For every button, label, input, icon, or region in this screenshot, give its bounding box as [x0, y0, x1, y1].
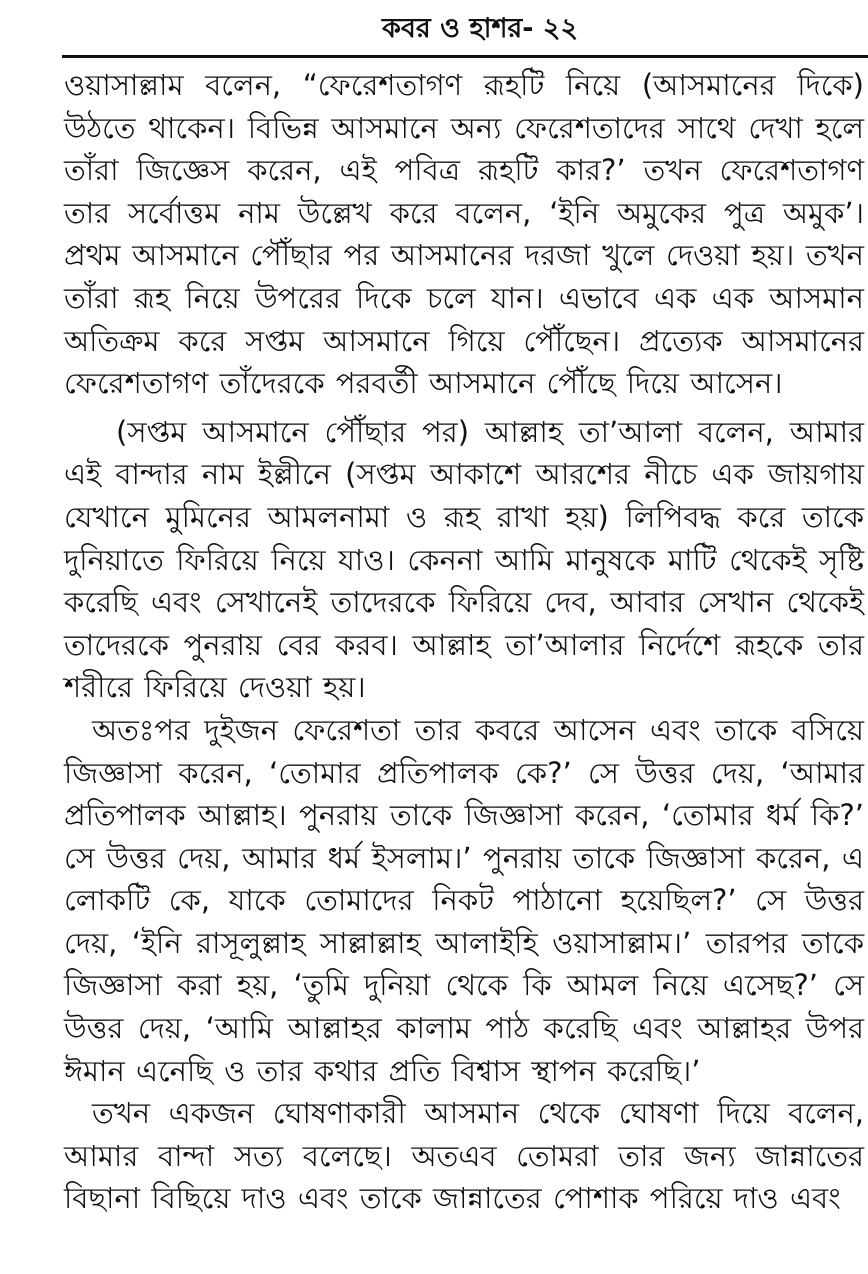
paragraph-announcement: তখন একজন ঘোষণাকারী আসমান থেকে ঘোষণা দিয়ে বলেন, আমার বান্দা সত্য বলেছে। অতএব তোমরা তার জন্য জান্নাতের বিছানা বিছিয়ে দাও এবং তাকে জান্নাতের পোশাক পরিয়ে দাও এবং [64, 1096, 864, 1216]
header-divider [62, 55, 868, 58]
paragraph-grave-questions: অতঃপর দুইজন ফেরেশতা তার কবরে আসেন এবং তাকে বসিয়ে জিজ্ঞাসা করেন, ‘তোমার প্রতিপালক কে?’ সে উত্তর দেয়, ‘আমার প্রতিপালক আল্লাহ। পুনরায় তাকে জিজ্ঞাসা করেন, ‘তোমার ধর্ম কি?’ সে উত্তর দেয়, আমার ধর্ম ইসলাম।’ পুনরায় তাকে জিজ্ঞাসা করেন, এ লোকটি কে, যাকে তোমাদের নিকট পাঠানো হয়েছিল?’ সে উত্তর দেয়, ‘ইনি রাসূলুল্লাহ সাল্লাল্লাহ আলাইহি ওয়াসাল্লাম।’ তারপর তাকে জিজ্ঞাসা করা হয়, ‘তুমি দুনিয়া থেকে কি আমল নিয়ে এসেছ?’ সে উত্তর দেয়, ‘আমি আল্লাহর কালাম পাঠ করেছি এবং আল্লাহর উপর ঈমান এনেছি ও তার কথার প্রতি বিশ্বাস স্থাপন করেছি।’ [64, 712, 864, 1088]
body-text [64, 64, 864, 1220]
running-title: কবর ও হাশর- ২২ [382, 13, 578, 44]
page-header [0, 8, 868, 52]
paragraph-allah-command: (সপ্তম আসমানে পৌঁছার পর) আল্লাহ তা’আলা বলেন, আমার এই বান্দার নাম ইল্লীনে (সপ্তম আকাশে আরশের নীচে এক জায়গায় যেখানে মুমিনের আমলনামা ও রূহ রাখা হয়) লিপিবদ্ধ করে তাকে দুনিয়াতে ফিরিয়ে নিয়ে যাও। কেননা আমি মানুষকে মাটি থেকেই সৃষ্টি করেছি এবং সেখানেই তাদেরকে ফিরিয়ে দেব, আবার সেখান থেকেই তাদেরকে পুনরায় বের করব। আল্লাহ তা’আলার নির্দেশে রূহকে তার শরীরে ফিরিয়ে দেওয়া হয়। [64, 414, 864, 705]
paragraph-continuation: ওয়াসাল্লাম বলেন, “ফেরেশতাগণ রূহটি নিয়ে (আসমানের দিকে) উঠতে থাকেন। বিভিন্ন আসমানে অন্য ফেরেশতাদের সাথে দেখা হলে তাঁরা জিজ্ঞেস করেন, এই পবিত্র রূহটি কার?’ তখন ফেরেশতাগণ তার সর্বোত্তম নাম উল্লেখ করে বলেন, ‘ইনি অমুকের পুত্র অমুক’। প্রথম আসমানে পৌঁছার পর আসমানের দরজা খুলে দেওয়া হয়। তখন তাঁরা রূহ নিয়ে উপরের দিকে চলে যান। এভাবে এক এক আসমান অতিক্রম করে সপ্তম আসমানে গিয়ে পৌঁছেন। প্রত্যেক আসমানের ফেরেশতাগণ তাঁদেরকে পরবর্তী আসমানে পৌঁছে দিয়ে আসেন। [64, 68, 864, 401]
